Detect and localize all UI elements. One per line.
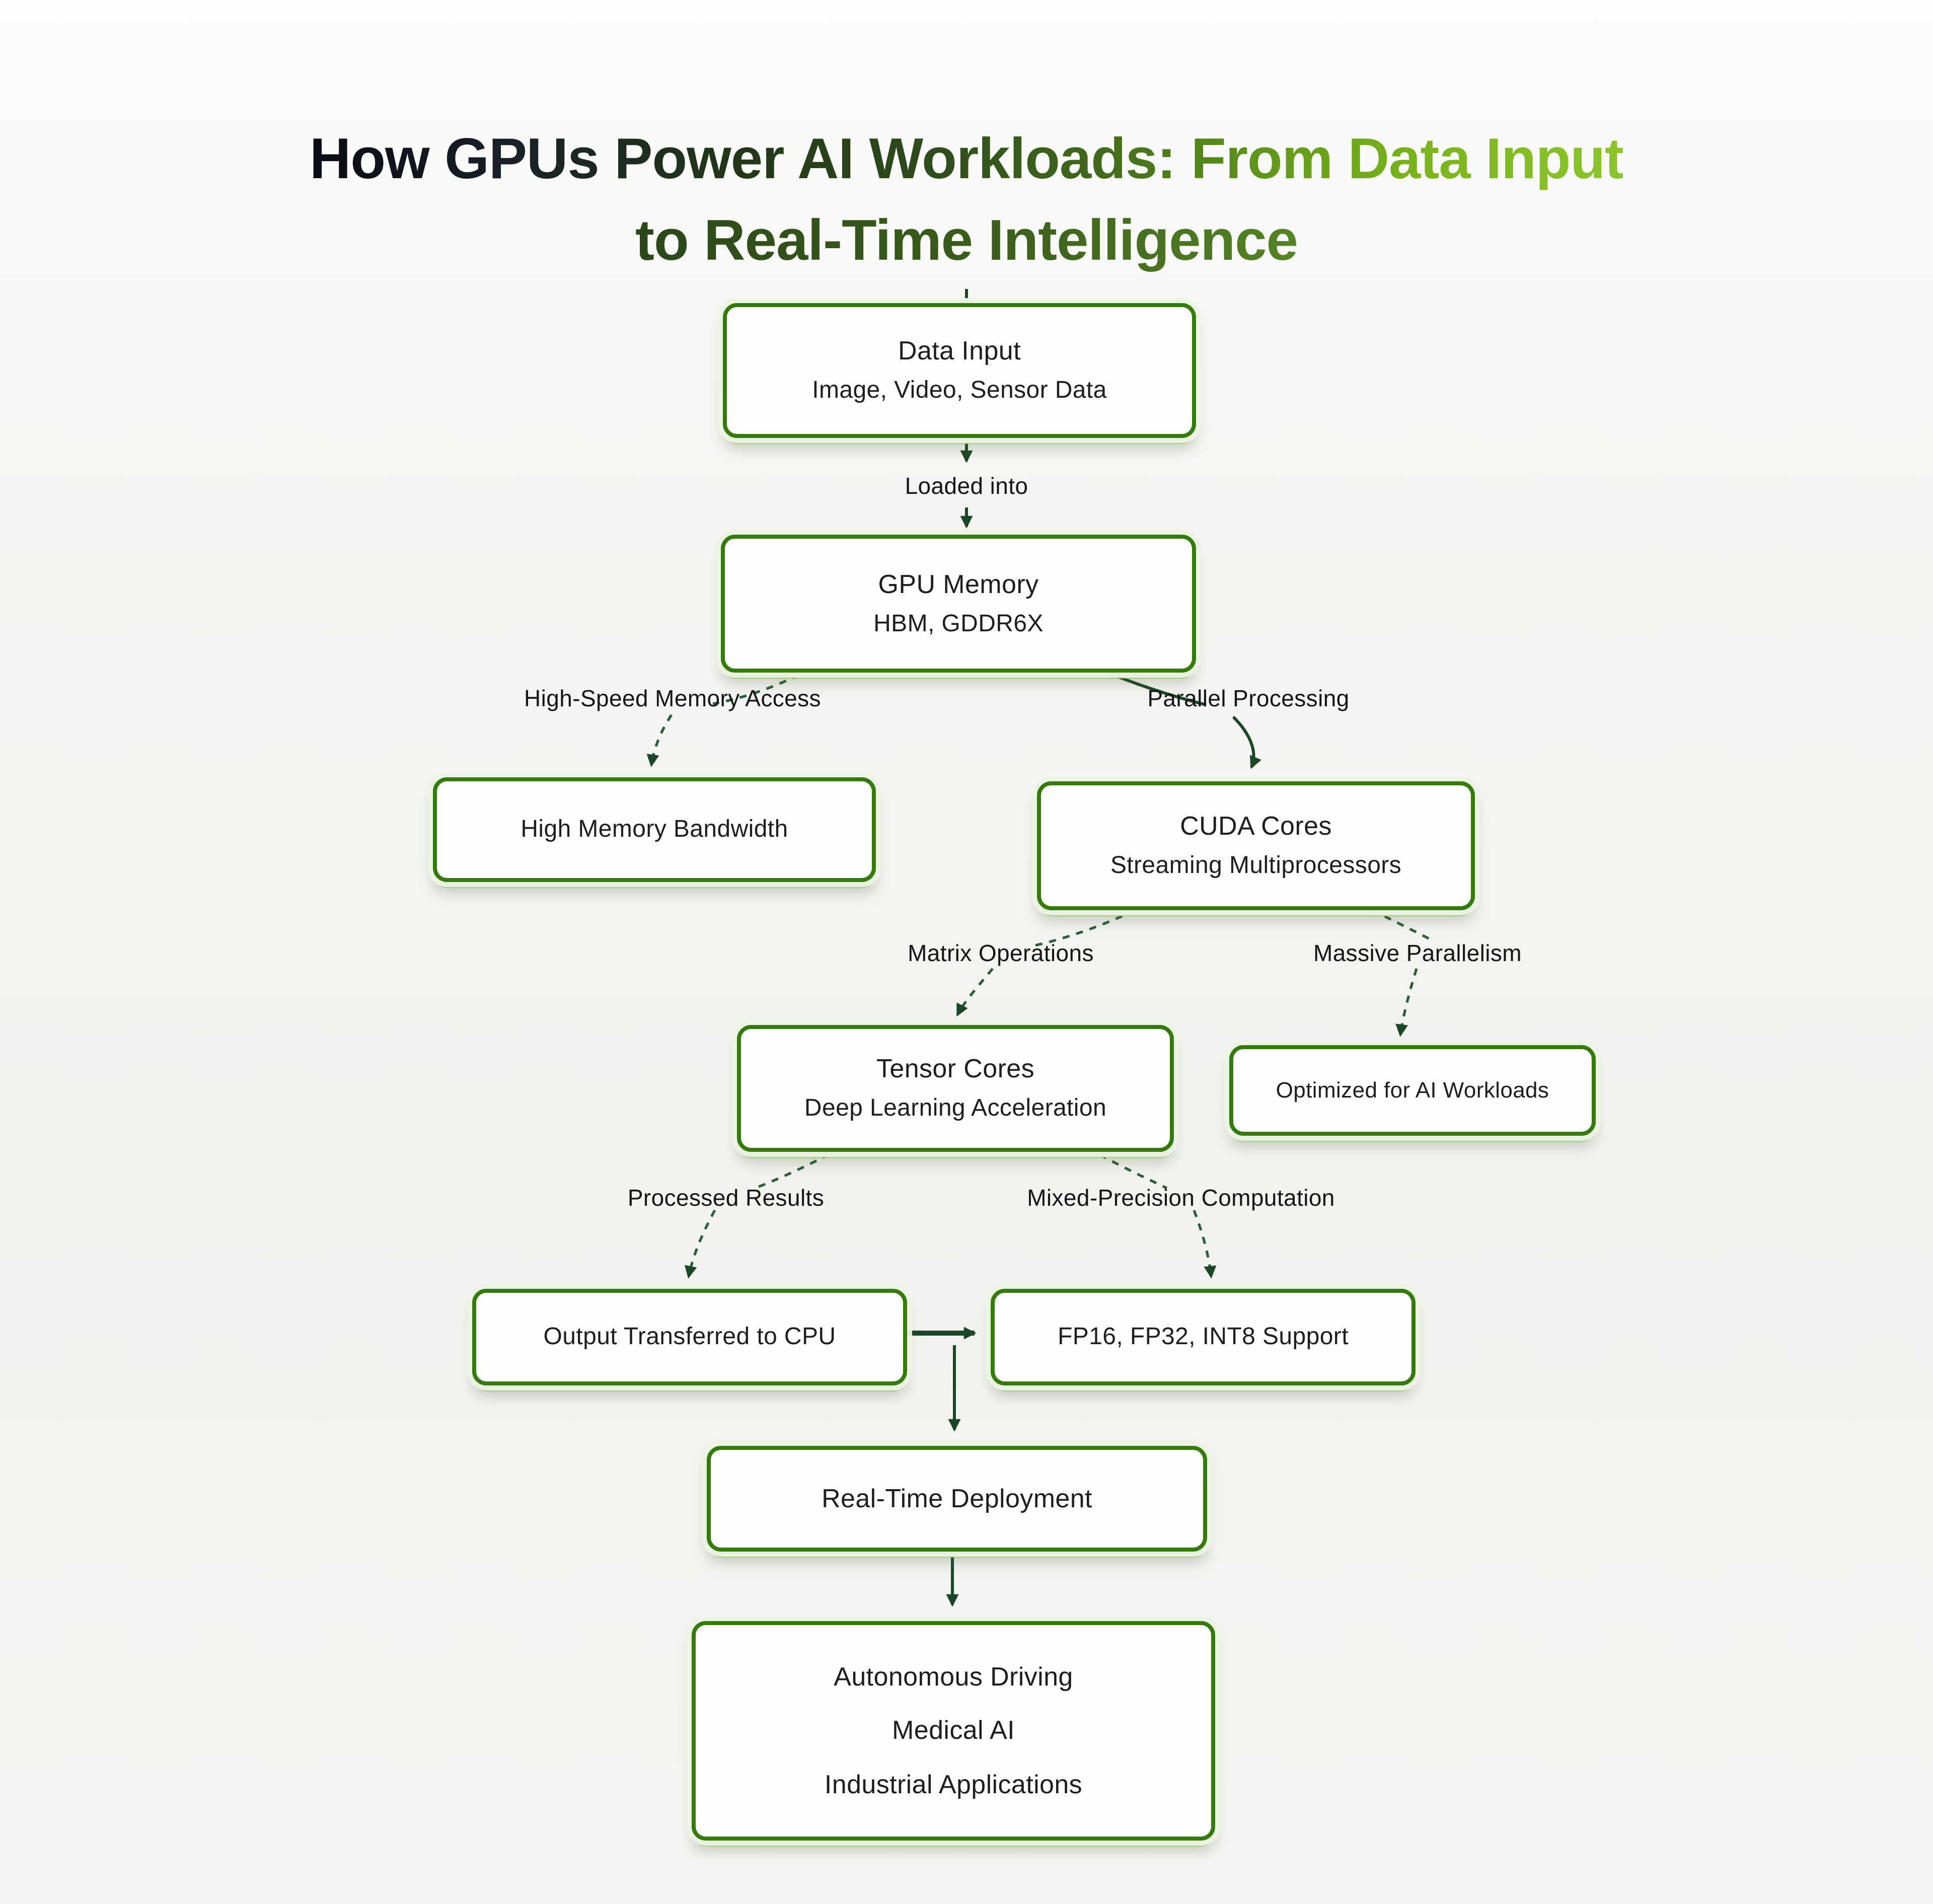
edge-label-mixed-precision: Mixed-Precision Computation [1027, 1185, 1335, 1211]
edge-processed-outputcpu [689, 1210, 715, 1277]
node-applications-line-1: Autonomous Driving [834, 1661, 1073, 1692]
node-high-memory-bandwidth-title: High Memory Bandwidth [521, 815, 788, 843]
node-tensor-cores [737, 1025, 1174, 1152]
edge-label-processed-results: Processed Results [627, 1185, 825, 1211]
edge-matrix-tensorcores [957, 969, 993, 1015]
node-gpu-memory-subtitle: HBM, GDDR6X [873, 610, 1044, 637]
node-tensor-cores-subtitle: Deep Learning Acceleration [804, 1094, 1107, 1122]
node-fp-support [991, 1289, 1416, 1385]
node-cuda-cores-title: CUDA Cores [1180, 811, 1332, 841]
page-title-line-1: How GPUs Power AI Workloads: From Data Input [310, 119, 1623, 200]
node-output-cpu [472, 1289, 907, 1385]
node-realtime-deployment-title: Real-Time Deployment [822, 1483, 1092, 1513]
node-cuda-cores [1037, 781, 1475, 910]
edge-label-high-speed-memory-access: High-Speed Memory Access [524, 685, 821, 711]
node-output-cpu-title: Output Transferred to CPU [543, 1323, 836, 1350]
edge-label-parallel-processing: Parallel Processing [1147, 685, 1350, 711]
node-data-input-subtitle: Image, Video, Sensor Data [812, 377, 1107, 404]
edge-tensorcores-mixed [1087, 1148, 1167, 1188]
edge-massive-optimized [1400, 969, 1417, 1035]
node-optimized-ai [1229, 1045, 1596, 1136]
node-cuda-cores-subtitle: Streaming Multiprocessors [1110, 852, 1402, 880]
node-realtime-deployment [707, 1446, 1207, 1552]
node-gpu-memory [721, 535, 1196, 673]
edge-highspeed-bandwidth [651, 715, 672, 765]
node-optimized-ai-title: Optimized for AI Workloads [1276, 1077, 1549, 1103]
edge-parallel-cudacores [1233, 717, 1254, 767]
page-title [0, 119, 1933, 282]
node-data-input [723, 303, 1196, 438]
edge-tensorcores-processed [755, 1148, 842, 1188]
node-applications-line-3: Industrial Applications [824, 1769, 1083, 1799]
node-applications [692, 1621, 1215, 1841]
node-data-input-title: Data Input [898, 335, 1021, 365]
node-applications-line-2: Medical AI [892, 1715, 1015, 1745]
edge-label-matrix-operations: Matrix Operations [908, 940, 1094, 966]
node-tensor-cores-title: Tensor Cores [876, 1053, 1035, 1083]
edge-label-massive-parallelism: Massive Parallelism [1313, 940, 1522, 966]
edge-cudacores-matrix [1035, 904, 1148, 945]
page-title-line-2: to Real-Time Intelligence [635, 200, 1298, 282]
edge-mixed-fpsupport [1194, 1210, 1211, 1277]
node-high-memory-bandwidth [433, 777, 876, 882]
node-fp-support-title: FP16, FP32, INT8 Support [1058, 1323, 1349, 1350]
edge-label-loaded-into: Loaded into [905, 473, 1028, 499]
node-gpu-memory-title: GPU Memory [878, 568, 1039, 599]
